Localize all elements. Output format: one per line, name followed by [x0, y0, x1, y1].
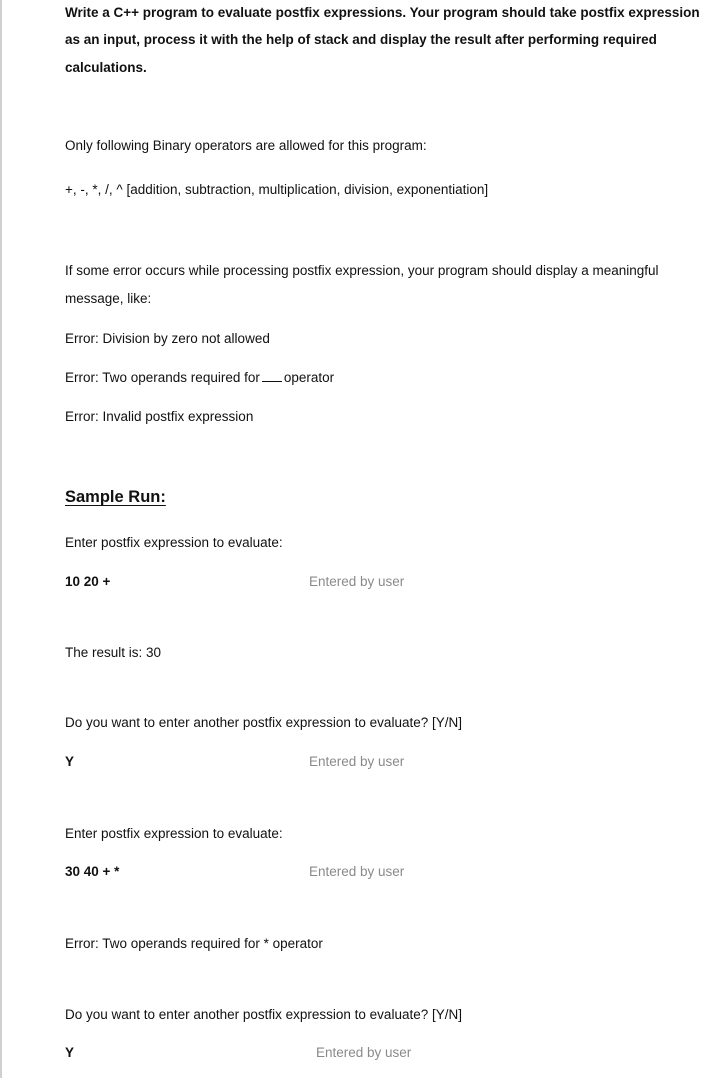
errors-intro-line-1: If some error occurs while processing postfix expression, your program should display a meaningful [65, 263, 659, 278]
entered-by-user-note-4: Entered by user [316, 1045, 412, 1060]
user-input-2: 30 40 + * [65, 864, 120, 879]
prompt-expression-1: Enter postfix expression to evaluate: [65, 535, 283, 550]
errors-intro-line-2: message, like: [65, 291, 152, 306]
page-left-border [0, 0, 2, 1078]
user-answer-2: Y [65, 1045, 75, 1060]
error-two-operands-suffix: operator [283, 370, 335, 385]
error-division-by-zero: Error: Division by zero not allowed [65, 331, 270, 346]
error-two-operands [65, 369, 334, 387]
prompt-again-2: Do you want to enter another postfix expression to evaluate? [Y/N] [65, 1007, 462, 1022]
error-invalid-expression: Error: Invalid postfix expression [65, 409, 254, 424]
error-two-operands-prefix: Error: Two operands required for [65, 370, 260, 385]
sample-run-heading: Sample Run: [65, 488, 166, 506]
intro-line-2: as an input, process it with the help of stack and display the result after performing required [65, 32, 657, 47]
operator-blank [262, 369, 282, 382]
result-1: The result is: 30 [65, 645, 162, 660]
intro-line-3: calculations. [65, 60, 147, 75]
entered-by-user-note-2: Entered by user [309, 754, 405, 769]
operators-intro: Only following Binary operators are allowed for this program: [65, 138, 427, 153]
error-output-2: Error: Two operands required for * operator [65, 936, 323, 951]
user-input-1: 10 20 + [65, 574, 111, 589]
entered-by-user-note-1: Entered by user [309, 574, 405, 589]
operators-list: +, -, *, /, ^ [addition, subtraction, multiplication, division, exponentiation] [65, 182, 489, 197]
intro-line-1: Write a C++ program to evaluate postfix expressions. Your program should take postfix expression [65, 5, 700, 20]
prompt-expression-2: Enter postfix expression to evaluate: [65, 826, 283, 841]
prompt-again-1: Do you want to enter another postfix expression to evaluate? [Y/N] [65, 715, 462, 730]
user-answer-1: Y [65, 754, 75, 769]
entered-by-user-note-3: Entered by user [309, 864, 405, 879]
